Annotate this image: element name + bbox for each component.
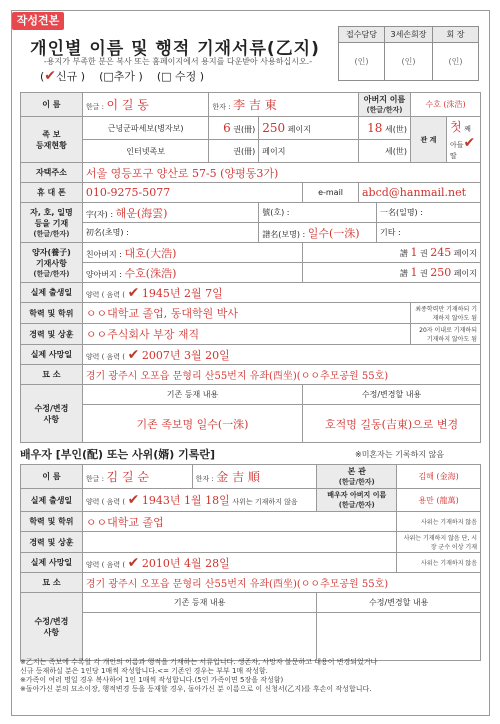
father-label-cell	[359, 93, 411, 117]
spouse-grave-field[interactable]: 경기 광주시 오포읍 문형리 산55번지 유좌(酉坐)(ㅇㅇ추모공원 55호)	[82, 573, 480, 593]
etc-cell[interactable]: 기타 :	[376, 223, 480, 243]
education-label: 학력 및 학위	[21, 303, 83, 324]
spouse-death-label: 실제 사망일	[21, 553, 83, 573]
spouse-hangul-name: 김 길 순	[106, 470, 149, 484]
spouse-birth-label: 실제 출생일	[21, 489, 83, 512]
paren-open: (	[40, 70, 45, 83]
fix-label2: 사항	[43, 414, 60, 424]
spouse-education-label: 학력 및 학위	[21, 512, 83, 532]
genealogy-page-cell[interactable]	[259, 117, 359, 140]
option-add-label: □추가 )	[103, 70, 143, 83]
phone-field[interactable]: 010-9275-5077	[82, 183, 302, 203]
father-label: 아버지 이름	[363, 95, 406, 104]
note-line: ※가족이 여러 명일 경우 복사하여 1인 1매씩 작성합니다.(5인 가족이면 5장을 작성함)	[20, 676, 284, 684]
hanja-name: 李 吉 東	[233, 98, 277, 112]
hangul-key: 한글 :	[85, 475, 104, 483]
grave-field[interactable]: 경기 광주시 오포읍 문형리 산55번지 유좌(酉坐)(ㅇㅇ추모공원 55호)	[82, 365, 480, 385]
fix-label: 수정/변경	[34, 403, 69, 413]
note-line: ※乙지는 족보에 수록할 각 개인의 이름과 행적을 기재하는 서류입니다. 생존자, 사망자 불문하고 내용이 변경되었거나	[20, 658, 378, 666]
education-note: 최종학력만 기재하되 기재하지 않아도 됨	[410, 303, 480, 324]
internet-generation[interactable]: 세(世)	[359, 140, 411, 163]
adopt-page-prefix: 권	[419, 269, 428, 278]
bio-page-label: 페이지	[453, 249, 477, 258]
option-add[interactable]	[99, 68, 143, 84]
form-subtitle: -용지가 부족한 분은 복사 또는 홈페이지에서 용지를 다운받아 사용하십시오.-	[43, 57, 313, 66]
check-mark-icon: ✔	[463, 135, 476, 151]
option-edit[interactable]	[157, 68, 204, 84]
bio-vol-value: 1	[410, 246, 418, 259]
form-title: 개인별 이름 및 행적 기재서류(乙지)	[30, 39, 320, 59]
spouse-education-field[interactable]: ㅇㅇ대학교 졸업	[82, 512, 396, 532]
spouse-father-field[interactable]: 용만 (龍萬)	[397, 489, 481, 512]
spouse-section-note: ※미혼자는 기록하지 않음	[355, 450, 445, 459]
relation-label: 관 계	[410, 117, 446, 163]
genealogy-book: 근녕군파세보(병자보)	[82, 117, 209, 140]
generation-unit: 세(世)	[384, 125, 407, 134]
birth-value: 1945년 2월 7일	[141, 286, 223, 300]
paren-open: (	[156, 70, 162, 83]
approval-stamp[interactable]: (인)	[385, 43, 433, 81]
ja-key: 字(자) :	[85, 209, 114, 219]
genealogy-label-cell	[21, 117, 83, 163]
bio-father-cell[interactable]	[82, 243, 302, 263]
ja-sub: (한글/한자)	[33, 229, 70, 238]
ja-label: 자, 호, 일명	[30, 207, 73, 217]
hanja-key: 한자 :	[212, 103, 231, 111]
spouse-birth-cell[interactable]	[82, 489, 316, 512]
adopt-father-value: 수호(洙浩)	[124, 266, 177, 280]
spouse-career-note: 사위는 기재하지 않음 단, 시장 군수 이상 기재	[397, 532, 481, 553]
genealogy-page: 250	[262, 121, 286, 135]
father-name[interactable]: 수호 (洙浩)	[410, 93, 480, 117]
daughter-option[interactable]: 딸	[449, 152, 457, 160]
ho-cell[interactable]: 號(호) :	[259, 203, 377, 223]
adoption-sub: (한글/한자)	[33, 269, 70, 278]
death-value: 2007년 3월 20일	[141, 348, 230, 362]
bon-label-cell	[317, 465, 397, 489]
career-field[interactable]: ㅇㅇ주식회사 부장 재직	[82, 324, 410, 345]
spouse-before-field[interactable]	[82, 613, 316, 661]
spouse-before-header: 기존 등재 내용	[82, 593, 316, 613]
check-mark-icon: ✔	[127, 554, 140, 571]
check-mark-icon: ✔	[127, 284, 140, 301]
paren-open: (	[99, 70, 104, 83]
bio-father-value: 대호(大浩)	[124, 246, 177, 260]
spouse-grave-label: 묘 소	[21, 573, 83, 593]
option-edit-label: □ 수정 )	[161, 70, 205, 83]
adopt-father-key: 양아버지 :	[85, 269, 122, 279]
father-sub: (한글/한자)	[366, 106, 403, 114]
footer-notes	[20, 658, 480, 694]
bomyeong-value: 일수(一洙)	[307, 226, 360, 240]
spouse-name-label: 이 름	[21, 465, 83, 489]
approval-header: 접수담당	[339, 27, 385, 43]
spouse-father-sub: (한글/한자)	[338, 501, 375, 509]
phone-label: 휴 대 폰	[21, 183, 83, 203]
bio-father-ref[interactable]	[303, 243, 481, 263]
bomyeong-key: 譜名(보명) :	[262, 229, 306, 239]
check-mark-icon: ✔	[44, 68, 57, 84]
ja-cell[interactable]	[82, 203, 258, 223]
before-header: 기존 등재 내용	[82, 385, 302, 405]
name-hangul-cell[interactable]	[82, 93, 209, 117]
volume-unit: 권(冊)	[233, 125, 256, 134]
fix-label-cell	[21, 385, 83, 443]
grave-label: 묘 소	[21, 365, 83, 385]
bon-sub: (한글/한자)	[338, 478, 375, 486]
education-field[interactable]: ㅇㅇ대학교 졸업, 동대학원 박사	[82, 303, 410, 324]
name-label: 이 름	[21, 93, 83, 117]
spouse-death-note: 사위는 기재하지 않음	[397, 553, 481, 573]
adopt-father-ref[interactable]	[303, 263, 481, 283]
spouse-fix-label: 수정/변경	[34, 616, 69, 626]
son-in-law-note: 사위는 기재하지 않음	[232, 498, 298, 506]
adopt-vol-key: 譜	[399, 269, 408, 278]
hangul-name: 이 길 동	[106, 98, 149, 112]
ja-label2: 등을 기재	[34, 218, 69, 228]
spouse-after-header: 수정/변경할 내용	[317, 593, 481, 613]
chomyeong-cell[interactable]: 初名(초명) :	[82, 223, 258, 243]
adoption-label2: 기재사항	[35, 258, 67, 268]
calendar-type: 양력 ( 음력 (	[85, 498, 126, 506]
ja-value: 해운(海雲)	[115, 206, 168, 220]
adoption-label: 양자(養子)	[32, 247, 71, 257]
spouse-hanja-name: 金 吉 順	[216, 470, 260, 484]
name-hanja-cell[interactable]	[209, 93, 359, 117]
adopt-page-label: 페이지	[453, 269, 477, 278]
son-option[interactable]	[450, 135, 477, 151]
relation-order: 첫	[449, 120, 462, 134]
ja-label-cell	[21, 203, 83, 243]
internet-page[interactable]: 페이지	[259, 140, 359, 163]
person-table	[20, 92, 481, 443]
adopt-page-value: 250	[430, 266, 452, 279]
approval-header: 회 장	[433, 27, 479, 43]
address-field[interactable]: 서울 영등포구 양산로 57-5 (양평동3가)	[82, 163, 480, 183]
check-mark-icon: ✔	[127, 346, 140, 363]
address-label: 자택주소	[21, 163, 83, 183]
genealogy-label: 족 보	[42, 129, 61, 139]
career-note: 20자 이내로 기재하되 기재하지 않아도 됨	[410, 324, 480, 345]
birth-cell[interactable]	[82, 283, 480, 303]
approval-header: 3세손회장	[385, 27, 433, 43]
calendar-type: 양력 ( 음력 (	[85, 290, 126, 299]
spouse-hanja-cell[interactable]	[192, 465, 317, 489]
registration-type-options	[40, 68, 320, 84]
adopt-vol-value: 1	[410, 266, 418, 279]
after-field[interactable]: 호적명 길동(吉東)으로 변경	[303, 405, 481, 443]
death-label: 실제 사망일	[21, 345, 83, 365]
bio-page-prefix: 권	[419, 249, 428, 258]
spouse-fix-label-cell	[21, 593, 83, 661]
note-line: 신규 등재하실 분은 1인당 1매씩 작성합니다.<= 기존인 경우는 부부 1매 작성함.	[20, 667, 268, 675]
relation-unit: 째	[464, 125, 471, 133]
spouse-after-field[interactable]	[317, 613, 481, 661]
calendar-type: 양력 ( 음력 (	[85, 560, 126, 569]
email-label: e-mail	[303, 183, 359, 203]
bio-page-value: 245	[430, 246, 452, 259]
adoption-label-cell	[21, 243, 83, 283]
spouse-father-label-cell	[317, 489, 397, 512]
spouse-career-label: 경력 및 상훈	[21, 532, 83, 553]
bon-field[interactable]: 김해 (金海)	[397, 465, 481, 489]
approval-stamp[interactable]: (인)	[433, 43, 479, 81]
hangul-key: 한글 :	[85, 103, 104, 111]
genealogy-label2: 등재현황	[35, 140, 67, 150]
approval-stamp[interactable]: (인)	[339, 43, 385, 81]
adopt-father-cell[interactable]	[82, 263, 302, 283]
spouse-father-label: 배우자 아버지 이름	[327, 491, 387, 499]
calendar-type: 양력 ( 음력 (	[85, 352, 126, 361]
internet-genealogy: 인터넷족보	[82, 140, 209, 163]
bomyeong-cell[interactable]	[259, 223, 377, 243]
death-cell[interactable]	[82, 345, 480, 365]
spouse-education-note: 사위는 기재하지 않음	[397, 512, 481, 532]
hanja-key: 한자 :	[195, 475, 214, 483]
sample-badge: 작성견본	[12, 12, 64, 30]
spouse-fix-label2: 사항	[43, 627, 60, 637]
spouse-death-cell[interactable]	[82, 553, 396, 573]
option-new[interactable]	[40, 68, 85, 84]
genealogy-volume: 6	[223, 121, 231, 135]
bio-father-key: 친아버지 :	[85, 249, 122, 259]
birth-label: 실제 출생일	[21, 283, 83, 303]
genealogy-generation-cell[interactable]	[359, 117, 411, 140]
check-mark-icon: ✔	[127, 492, 140, 508]
approval-table	[338, 26, 479, 81]
spouse-section-title: 배우자 [부인(配) 또는 사위(婿) 기록란]	[20, 448, 215, 461]
page-unit: 페이지	[287, 125, 311, 134]
email-field[interactable]: abcd@hanmail.net	[359, 183, 481, 203]
alias-cell[interactable]: 一名(일명) :	[376, 203, 480, 223]
after-header: 수정/변경할 내용	[303, 385, 481, 405]
career-label: 경력 및 상훈	[21, 324, 83, 345]
spouse-career-field[interactable]	[82, 532, 396, 553]
spouse-table	[20, 464, 481, 661]
internet-volume[interactable]: 권(冊)	[209, 140, 259, 163]
genealogy-volume-cell[interactable]	[209, 117, 259, 140]
option-new-label: 신규 )	[56, 70, 86, 83]
son-label: 아들	[449, 141, 464, 149]
spouse-birth-value: 1943년 1월 18일	[141, 494, 230, 507]
spouse-hangul-cell[interactable]	[82, 465, 192, 489]
note-line: ※돌아가신 분의 묘소이장, 행적변경 등을 등재할 경우, 돌아가신 분 이름으로 이 신청서(乙지)를 후손이 작성합니다.	[20, 685, 372, 693]
bio-vol-key: 譜	[399, 249, 408, 258]
bon-label: 본 관	[347, 467, 366, 476]
spouse-death-value: 2010년 4월 28일	[141, 556, 230, 570]
genealogy-generation: 18	[367, 121, 383, 135]
relation-cell[interactable]	[446, 117, 480, 163]
before-field[interactable]: 기존 족보명 일수(一洙)	[82, 405, 302, 443]
